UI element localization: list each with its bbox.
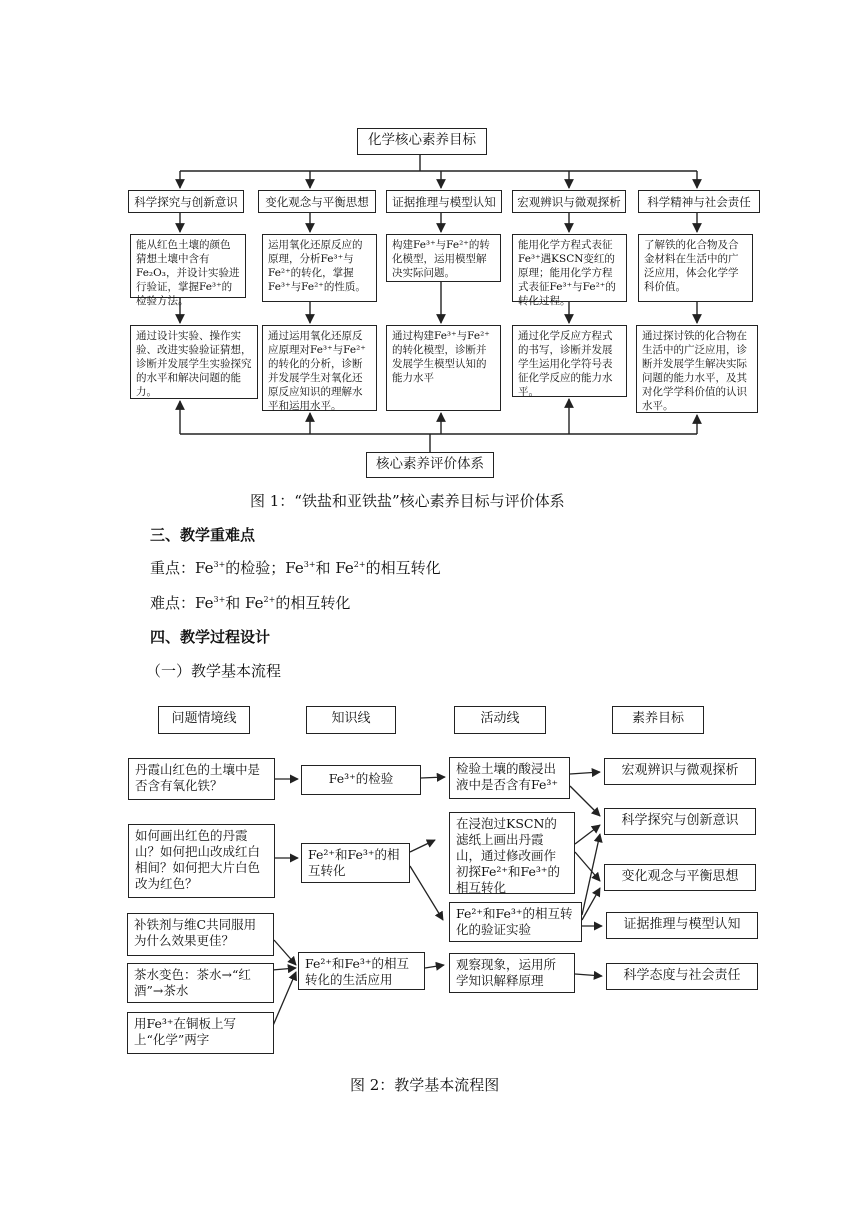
fig2-activity-2: 在浸泡过KSCN的滤纸上画出丹霞山，通过修改画作初探Fe²⁺和Fe³⁺的相互转化: [449, 812, 575, 894]
figure1-caption: 图 1：“铁盐和亚铁盐”核心素养目标与评价体系: [250, 492, 565, 510]
fig1-header-spirit-responsibility: 科学精神与社会责任: [638, 190, 760, 213]
fig2-knowledge-2: Fe²⁺和Fe³⁺的相互转化: [301, 843, 410, 883]
subsection-heading: （一）教学基本流程: [146, 662, 282, 680]
diff-text: 的相互转化: [275, 594, 351, 612]
key-label: 重点：: [150, 559, 196, 577]
fig2-activity-3: Fe²⁺和Fe³⁺的相互转化的验证实验: [449, 902, 582, 942]
diff-sup: 2+: [263, 595, 276, 604]
fig1-eval-5: 通过探讨铁的化合物在生活中的广泛应用，诊断并发展学生解决实际问题的能力水平，及其对化学学科价值的认识水平。: [636, 325, 758, 413]
fig2-goal-change-balance: 变化观念与平衡思想: [604, 864, 756, 891]
fig2-activity-1: 检验土壤的酸浸出液中是否含有Fe³⁺: [449, 757, 570, 799]
fig2-header-activity-line: 活动线: [454, 706, 546, 734]
fig1-goal-2: 运用氧化还原反应的原理，分析Fe³⁺与Fe²⁺的转化，掌握Fe³⁺与Fe²⁺的性质。: [262, 234, 377, 302]
fig1-eval-1: 通过设计实验、操作实验、改进实验验证猜想，诊断并发展学生实验探究的水平和解决问题的能力。: [130, 325, 258, 399]
fig1-goal-3: 构建Fe³⁺与Fe²⁺的转化模型，运用模型解决实际问题。: [386, 234, 501, 282]
fig1-eval-2: 通过运用氧化还原反应原理对Fe³⁺与Fe²⁺的转化的分析，诊断并发展学生对氧化还原反应知识的理解水平和运用水平。: [262, 325, 377, 411]
fig2-header-knowledge-line: 知识线: [306, 706, 396, 734]
section3-heading: 三、教学重难点: [150, 526, 256, 544]
diff-sup: 3+: [213, 595, 226, 604]
fig1-eval-3: 通过构建Fe³⁺与Fe²⁺的转化模型，诊断并发展学生模型认知的能力水平: [386, 325, 501, 411]
diff-text: 和 Fe: [225, 594, 264, 612]
fig2-header-question-line: 问题情境线: [158, 706, 250, 734]
fig2-header-literacy-goal: 素养目标: [612, 706, 704, 734]
fig1-header-change-balance: 变化观念与平衡思想: [258, 190, 376, 213]
fig1-eval-4: 通过化学反应方程式的书写，诊断并发展学生运用化学符号表征化学反应的能力水平。: [512, 325, 627, 397]
fig1-header-macro-micro: 宏观辨识与微观探析: [512, 190, 626, 213]
fig2-question-4: 茶水变色：茶水→“红酒”→茶水: [127, 963, 274, 1003]
key-sup: 3+: [303, 560, 316, 569]
fig1-evaluation-system: 核心素养评价体系: [366, 452, 494, 478]
key-text: 的相互转化: [365, 559, 441, 577]
key-sup: 3+: [213, 560, 226, 569]
section4-heading: 四、教学过程设计: [150, 628, 271, 646]
fig1-goal-1: 能从红色土壤的颜色猜想土壤中含有Fe₂O₃，并设计实验进行验证，掌握Fe³⁺的检验方法。: [130, 234, 246, 298]
fig1-goal-4: 能用化学方程式表征Fe³⁺遇KSCN变红的原理；能用化学方程式表征Fe³⁺与Fe²⁺的转化过程。: [512, 234, 627, 302]
fig2-question-2: 如何画出红色的丹霞山？如何把山改成红白相间？如何把大片白色改为红色？: [128, 824, 275, 898]
fig2-question-1: 丹霞山红色的土壤中是否含有氧化铁？: [128, 758, 275, 800]
diff-label: 难点：: [150, 594, 196, 612]
fig2-question-5: 用Fe³⁺在铜板上写上“化学”两字: [127, 1012, 274, 1054]
fig2-knowledge-1: Fe³⁺的检验: [301, 765, 421, 795]
fig2-goal-attitude-responsibility: 科学态度与社会责任: [606, 963, 758, 990]
fig2-knowledge-3: Fe²⁺和Fe³⁺的相互转化的生活应用: [298, 952, 425, 990]
figure2-caption: 图 2：教学基本流程图: [350, 1076, 500, 1094]
fig1-title: 化学核心素养目标: [357, 128, 487, 155]
fig2-goal-science-inquiry: 科学探究与创新意识: [604, 808, 756, 835]
fig2-question-3: 补铁剂与维C共同服用为什么效果更佳？: [127, 913, 274, 956]
diff-text: Fe: [195, 594, 214, 612]
fig1-goal-5: 了解铁的化合物及合金材料在生活中的广泛应用，体会化学学科价值。: [638, 234, 753, 302]
fig2-activity-4: 观察现象，运用所学知识解释原理: [449, 953, 575, 993]
fig2-goal-macro-micro: 宏观辨识与微观探析: [604, 758, 756, 785]
key-sup: 2+: [353, 560, 366, 569]
fig1-header-evidence-model: 证据推理与模型认知: [386, 190, 502, 213]
key-text: 的检验；Fe: [225, 559, 304, 577]
fig2-goal-evidence-model: 证据推理与模型认知: [606, 912, 758, 939]
key-text: 和 Fe: [315, 559, 354, 577]
key-text: Fe: [195, 559, 214, 577]
fig1-header-science-inquiry: 科学探究与创新意识: [128, 190, 244, 213]
